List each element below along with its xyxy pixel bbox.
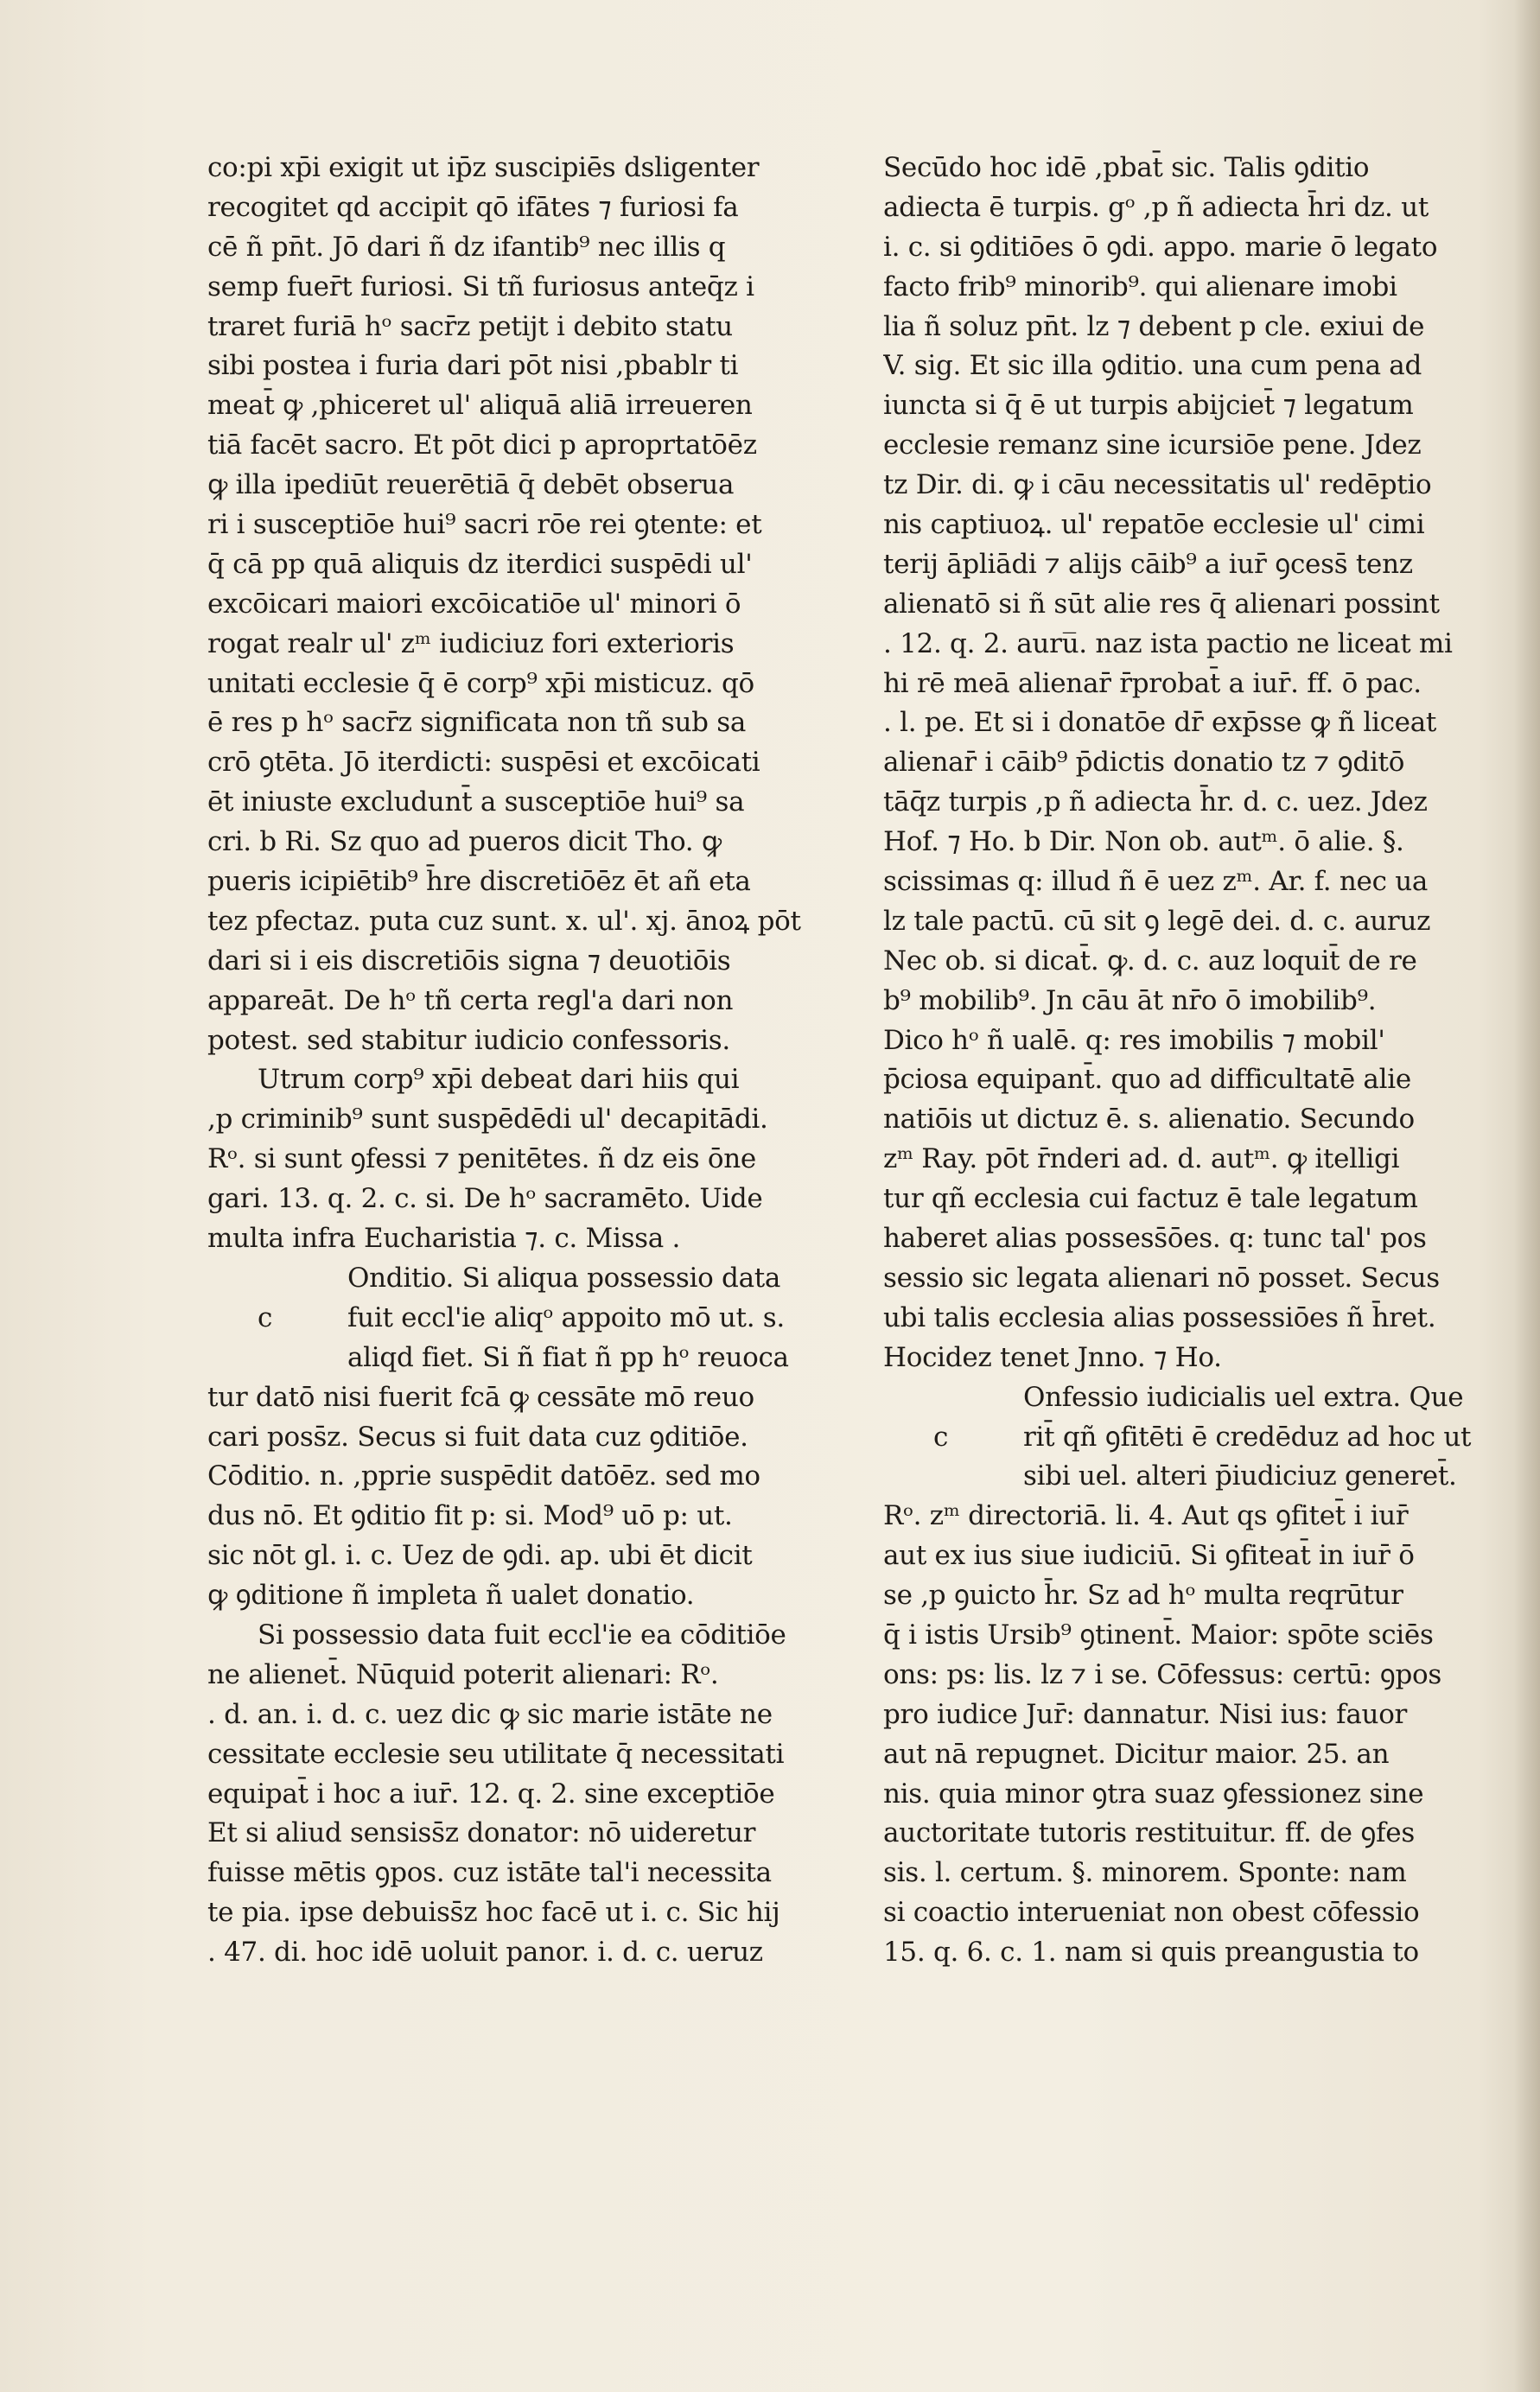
text-line: semp fuer̄t furiosi. Si tñ furiosus anteq̄z i xyxy=(207,270,754,302)
text-line: sic nōt gl. i. c. Uez de ꝯdi. ap. ubi ēt dicit xyxy=(207,1540,753,1572)
text-line: tz Dir. di. ꝙ i cāu necessitatis ul' redēptio xyxy=(883,469,1432,501)
question-line: Utrum corp⁹ xp̄i debeat dari hiis qui xyxy=(258,1064,740,1096)
text-line: recogitet qd accipit qō ifātes ⁊ furiosi fa xyxy=(207,191,739,223)
text-line: tez pfectaz. puta cuz sunt. x. ul'. xj. ānoꝝ pōt xyxy=(207,905,801,937)
left-text-column xyxy=(207,149,825,1973)
text-line: dus nō. Et ꝯditio fit p: si. Mod⁹ uō p: ut. xyxy=(207,1500,733,1532)
text-line: lz tale pactū. cū sit ꝯ legē dei. d. c. auruz xyxy=(883,905,1431,937)
text-line: Rᵒ. si sunt ꝯfessi ⁊ penitētes. ñ dz eis ōne xyxy=(207,1143,756,1175)
text-line: i. c. si ꝯditiōes ō ꝯdi. appo. marie ō legato xyxy=(883,231,1438,263)
text-line: nis. quia minor ꝯtra suaz ꝯfessionez sine xyxy=(883,1778,1424,1810)
text-line: dari si i eis discretiōis signa ⁊ deuotiōis xyxy=(207,945,731,977)
text-line: Nec ob. si dicat̄. ꝙ. d. c. auz loquit̄ de re xyxy=(883,945,1417,977)
text-line: Et si aliud sensiss̄z donator: nō uideretur xyxy=(207,1817,756,1849)
text-line: unitati ecclesie q̄ ē corp⁹ xp̄i misticuz. qō xyxy=(207,667,754,699)
text-line: nis captiuoꝝ. ul' repatōe ecclesie ul' cimi xyxy=(883,509,1425,541)
page-edge-shadow xyxy=(1514,0,1540,2392)
text-line: co:pi xp̄i exigit ut ip̄z suscipiēs dsligenter xyxy=(207,152,760,183)
text-line: meat̄ ꝙ ,phiceret ul' aliquā aliā irreueren xyxy=(207,390,753,422)
text-line: ēt iniuste excludunt̄ a susceptiōe hui⁹ sa xyxy=(207,786,745,818)
text-line: . l. pe. Et si i donatōe dr̄ exp̄sse ꝙ ñ liceat xyxy=(883,707,1437,739)
text-line: adiecta ē turpis. gᵒ ,p ñ adiecta h̄ri dz. ut xyxy=(883,191,1429,223)
text-line: aut nā repugnet. Dicitur maior. 25. an xyxy=(883,1738,1390,1770)
text-line: appareāt. De hᵒ tñ certa regl'a dari non xyxy=(207,984,734,1016)
text-line: fuisse mētis ꝯpos. cuz istāte tal'i necessita xyxy=(207,1857,772,1889)
text-line: se ,p ꝯuicto h̄r. Sz ad hᵒ multa reqrūtur xyxy=(883,1580,1403,1612)
text-line: lia ñ soluz pn̄t. lz ⁊ debent p cle. exiui de xyxy=(883,310,1425,342)
text-line: auctoritate tutoris restituitur. ff. de ꝯfes xyxy=(883,1817,1415,1849)
text-line: iuncta si q̄ ē ut turpis abijciet̄ ⁊ legatum xyxy=(883,390,1414,422)
text-line: crō ꝯtēta. Jō iterdicti: suspēsi et excōicati xyxy=(207,747,760,779)
text-line: alienar̄ i cāib⁹ p̄dictis donatio tz ⁊ ꝯditō xyxy=(883,747,1405,779)
text-line: cari poss̄z. Secus si fuit data cuz ꝯditiōe. xyxy=(207,1421,748,1453)
text-line: p̄ciosa equipant̄. quo ad difficultatē alie xyxy=(883,1064,1411,1096)
text-line: scissimas q: illud ñ ē uez zᵐ. Ar. f. nec ua xyxy=(883,866,1429,898)
text-line: zᵐ Ray. pōt r̄nderi ad. d. autᵐ. ꝙ itelligi xyxy=(883,1143,1400,1175)
text-line: . d. an. i. d. c. uez dic ꝙ sic marie istāte ne xyxy=(207,1698,773,1730)
text-line: ꝙ ꝯditione ñ impleta ñ ualet donatio. xyxy=(207,1580,695,1612)
text-line: ubi talis ecclesia alias possessiōes ñ h̄ret. xyxy=(883,1301,1436,1333)
text-line: q̄ i istis Ursib⁹ ꝯtinent̄. Maior: spōte sciēs xyxy=(883,1619,1434,1651)
text-line: cē ñ pn̄t. Jō dari ñ dz ifantib⁹ nec illis q xyxy=(207,231,726,263)
text-line: te pia. ipse debuiss̄z hoc facē ut i. c. Sic hij xyxy=(207,1897,780,1929)
text-line: equipat̄ i hoc a iur̄. 12. q. 2. sine exceptiōe xyxy=(207,1778,775,1810)
text-line: haberet alias possess̄ōes. q: tunc tal' pos xyxy=(883,1223,1427,1255)
guide-letter: c xyxy=(933,1421,949,1453)
section-heading-line: Onfessio iudicialis uel extra. Que xyxy=(1023,1381,1464,1413)
text-line: fuit eccl'ie aliqᵒ appoito mō ut. s. xyxy=(347,1301,785,1333)
text-line: cessitate ecclesie seu utilitate q̄ necessitati xyxy=(207,1738,785,1770)
text-line: cri. b Ri. Sz quo ad pueros dicit Tho. ꝙ xyxy=(207,826,722,858)
text-line: pueris icipiētib⁹ h̄re discretiōēz ēt añ eta xyxy=(207,866,751,898)
text-line: terij āpliādi ⁊ alijs cāib⁹ a iur̄ ꝯcess̄ tenz xyxy=(883,548,1413,580)
text-line: sibi uel. alteri p̄iudiciuz generet̄. xyxy=(1023,1460,1457,1492)
text-line: q̄ cā pp quā aliquis dz iterdici suspēdi ul' xyxy=(207,548,753,580)
text-line: Secūdo hoc idē ,pbat̄ sic. Talis ꝯditio xyxy=(883,152,1370,183)
text-line: Cōditio. n. ,pprie suspēdit datōēz. sed mo xyxy=(207,1460,760,1492)
right-text-column xyxy=(883,149,1501,1973)
text-line: aut ex ius siue iudiciū. Si ꝯfiteat̄ in iur̄ ō xyxy=(883,1540,1415,1572)
text-line: si coactio interueniat non obest cōfessio xyxy=(883,1897,1420,1929)
text-line: Hocidez tenet Jnno. ⁊ Ho. xyxy=(883,1341,1222,1373)
text-line: tur datō nisi fuerit fcā ꝙ cessāte mō reuo xyxy=(207,1381,754,1413)
text-line: tiā facēt sacro. Et pōt dici p aproprtatōēz xyxy=(207,429,757,461)
text-line: . 47. di. hoc idē uoluit panor. i. d. c. ueruz xyxy=(207,1937,763,1969)
text-line: 15. q. 6. c. 1. nam si quis preangustia to xyxy=(883,1937,1419,1969)
text-line: Si possessio data fuit eccl'ie ea cōditiōe xyxy=(258,1619,786,1651)
text-line: ons: ps: lis. lz ⁊ i se. Cōfessus: certū: ꝯpos xyxy=(883,1658,1442,1690)
text-line: natiōis ut dictuz ē. s. alienatio. Secundo xyxy=(883,1104,1415,1136)
text-line: gari. 13. q. 2. c. si. De hᵒ sacramēto. Uide xyxy=(207,1183,763,1215)
text-line: sessio sic legata alienari nō posset. Secus xyxy=(883,1262,1440,1294)
guide-letter: c xyxy=(258,1301,273,1333)
text-line: traret furiā hᵒ sacr̄z petijt i debito statu xyxy=(207,310,733,342)
text-line: rogat realr ul' zᵐ iudiciuz fori exterioris xyxy=(207,627,735,659)
text-line: tur qñ ecclesia cui factuz ē tale legatum xyxy=(883,1183,1418,1215)
text-line: pro iudice Jur̄: dannatur. Nisi ius: fauor xyxy=(883,1698,1408,1730)
text-line: facto frib⁹ minorib⁹. qui alienare imobi xyxy=(883,270,1397,302)
text-line: ꝙ illa ipediūt reuerētiā q̄ debēt obserua xyxy=(207,469,735,501)
text-line: Hof. ⁊ Ho. b Dir. Non ob. autᵐ. ō alie. §. xyxy=(883,826,1404,858)
section-heading-line: Onditio. Si aliqua possessio data xyxy=(347,1262,781,1294)
text-line: tāq̄z turpis ,p ñ adiecta h̄r. d. c. uez. Jdez xyxy=(883,786,1428,818)
text-line: V. sig. Et sic illa ꝯditio. una cum pena ad xyxy=(883,350,1422,382)
text-line: rit̄ qñ ꝯfitēti ē credēduz ad hoc ut xyxy=(1023,1421,1472,1453)
text-line: ,p criminib⁹ sunt suspēdēdi ul' decapitādi. xyxy=(207,1104,768,1136)
text-line: sis. l. certum. §. minorem. Sponte: nam xyxy=(883,1857,1407,1889)
text-line: ri i susceptiōe hui⁹ sacri rōe rei ꝯtente: et xyxy=(207,509,762,541)
text-line: Dico hᵒ ñ ualē. q: res imobilis ⁊ mobil' xyxy=(883,1024,1385,1056)
text-line: alienatō si ñ sūt alie res q̄ alienari possint xyxy=(883,588,1440,620)
text-line: aliqd fiet. Si ñ fiat ñ pp hᵒ reuoca xyxy=(347,1341,789,1373)
text-line: potest. sed stabitur iudicio confessoris. xyxy=(207,1024,730,1056)
text-line: excōicari maiori excōicatiōe ul' minori ō xyxy=(207,588,741,620)
text-line: ne alienet̄. Nūquid poterit alienari: Rᵒ. xyxy=(207,1658,719,1690)
text-line: ē res p hᵒ sacr̄z significata non tñ sub sa xyxy=(207,707,747,739)
text-line: sibi postea i furia dari pōt nisi ,pbablr ti xyxy=(207,350,739,382)
text-line: b⁹ mobilib⁹. Jn cāu āt nr̄o ō imobilib⁹. xyxy=(883,984,1377,1016)
text-line: . 12. q. 2. auru̅. naz ista pactio ne liceat mi xyxy=(883,627,1453,659)
text-line: ecclesie remanz sine icursiōe pene. Jdez xyxy=(883,429,1422,461)
text-line: multa infra Eucharistia ⁊. c. Missa . xyxy=(207,1223,681,1255)
text-line: Rᵒ. zᵐ directoriā. li. 4. Aut qs ꝯfitet̄ i iur̄ xyxy=(883,1500,1409,1532)
text-line: hi rē meā alienar̄ r̄probat̄ a iur̄. ff. ō pac. xyxy=(883,667,1422,699)
